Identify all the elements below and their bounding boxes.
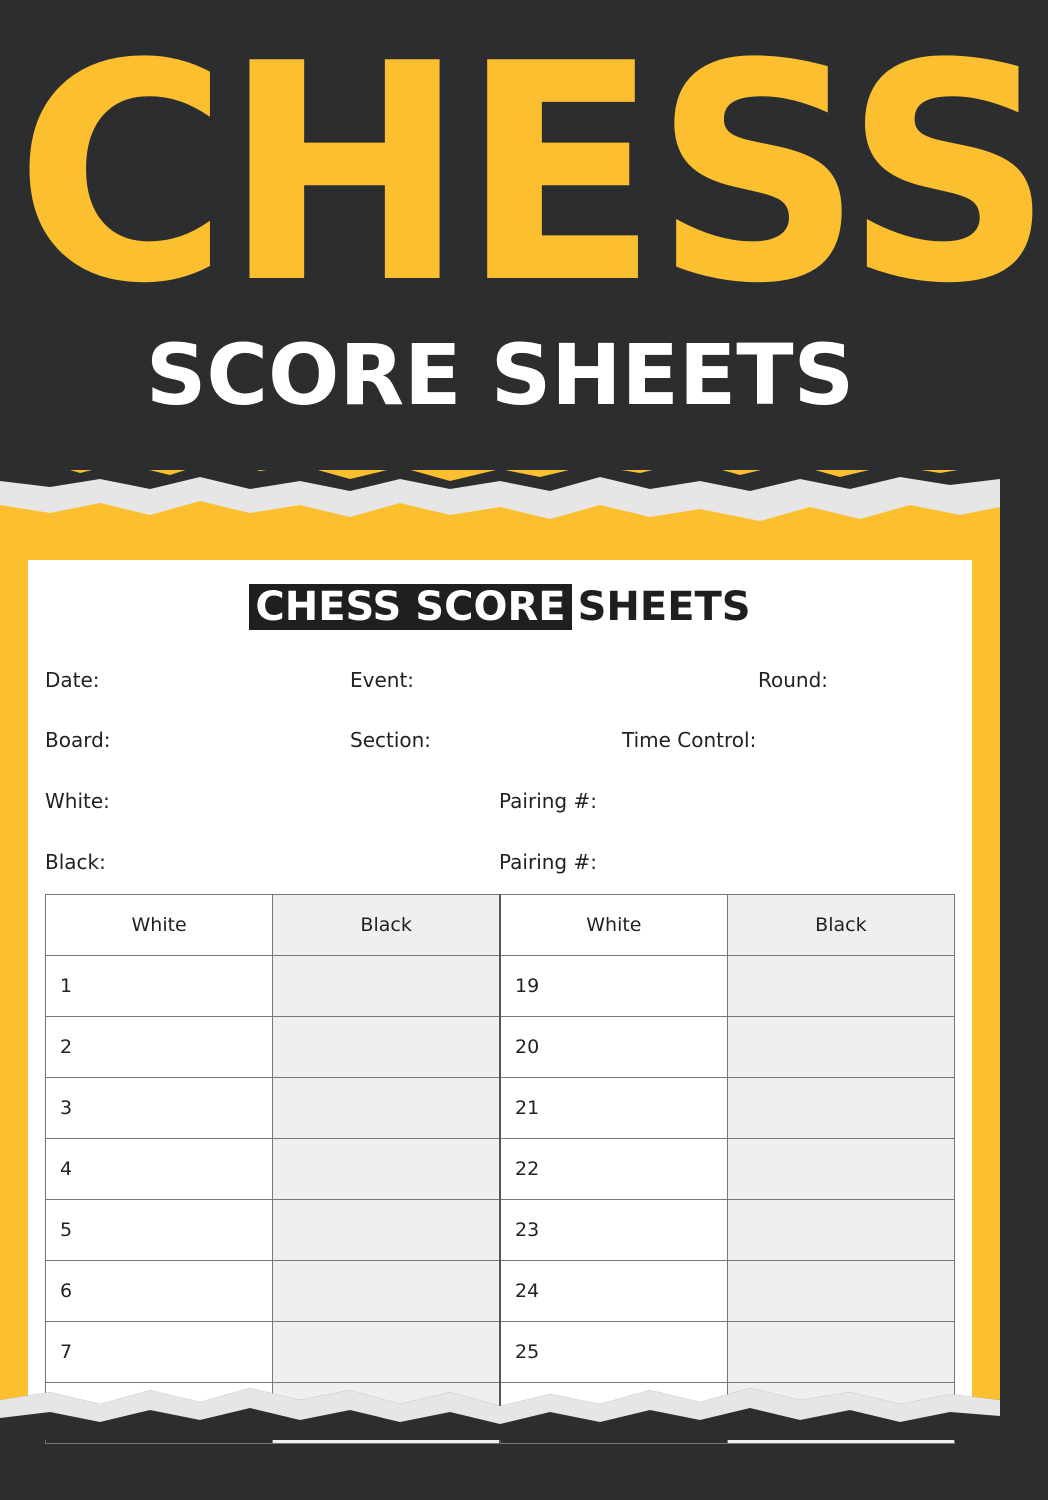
sheet-title-plain: SHEETS <box>577 584 751 630</box>
torn-paper-bottom <box>0 1370 1000 1440</box>
table-row <box>46 1261 955 1322</box>
score-sheet-page <box>28 560 972 1410</box>
black-move-cell <box>273 1200 500 1261</box>
moves-table <box>45 894 955 1444</box>
cover-title: CHESS <box>15 0 1048 349</box>
header-black-left: Black <box>273 895 500 956</box>
black-move-cell <box>273 1261 500 1322</box>
time-control-label: Time Control: <box>622 728 757 752</box>
table-row <box>46 1139 955 1200</box>
table-row <box>46 1200 955 1261</box>
move-number: 19 <box>500 956 727 1017</box>
table-row <box>46 1017 955 1078</box>
sheet-title <box>28 582 972 632</box>
black-move-cell <box>273 1139 500 1200</box>
board-label: Board: <box>45 728 111 752</box>
move-number: 2 <box>46 1017 273 1078</box>
event-label: Event: <box>350 668 415 692</box>
sheet-title-highlight: CHESS SCORE <box>249 584 571 630</box>
round-label: Round: <box>758 668 829 692</box>
move-number: 1 <box>46 956 273 1017</box>
move-number: 7 <box>46 1322 273 1383</box>
black-move-cell <box>727 1200 954 1261</box>
black-move-cell <box>727 1078 954 1139</box>
section-label: Section: <box>350 728 432 752</box>
table-row <box>46 1078 955 1139</box>
move-number: 3 <box>46 1078 273 1139</box>
black-pairing-label: Pairing #: <box>499 850 597 874</box>
date-label: Date: <box>45 668 100 692</box>
move-number: 5 <box>46 1200 273 1261</box>
black-player-label: Black: <box>45 850 106 874</box>
black-move-cell <box>727 956 954 1017</box>
torn-paper-top <box>0 455 1000 535</box>
move-number: 25 <box>500 1322 727 1383</box>
move-number: 20 <box>500 1017 727 1078</box>
black-move-cell <box>727 1139 954 1200</box>
white-player-label: White: <box>45 789 110 813</box>
cover-subtitle: SCORE SHEETS <box>145 326 855 424</box>
white-pairing-label: Pairing #: <box>499 789 597 813</box>
black-move-cell <box>273 1078 500 1139</box>
table-header-row <box>46 895 955 956</box>
black-move-cell <box>273 1017 500 1078</box>
table-row <box>46 956 955 1017</box>
black-move-cell <box>273 956 500 1017</box>
move-number: 23 <box>500 1200 727 1261</box>
move-number: 6 <box>46 1261 273 1322</box>
move-number: 22 <box>500 1139 727 1200</box>
move-number: 4 <box>46 1139 273 1200</box>
black-move-cell <box>727 1261 954 1322</box>
move-number: 21 <box>500 1078 727 1139</box>
header-white-right: White <box>500 895 727 956</box>
move-number: 24 <box>500 1261 727 1322</box>
header-black-right: Black <box>727 895 954 956</box>
black-move-cell <box>727 1017 954 1078</box>
header-white-left: White <box>46 895 273 956</box>
